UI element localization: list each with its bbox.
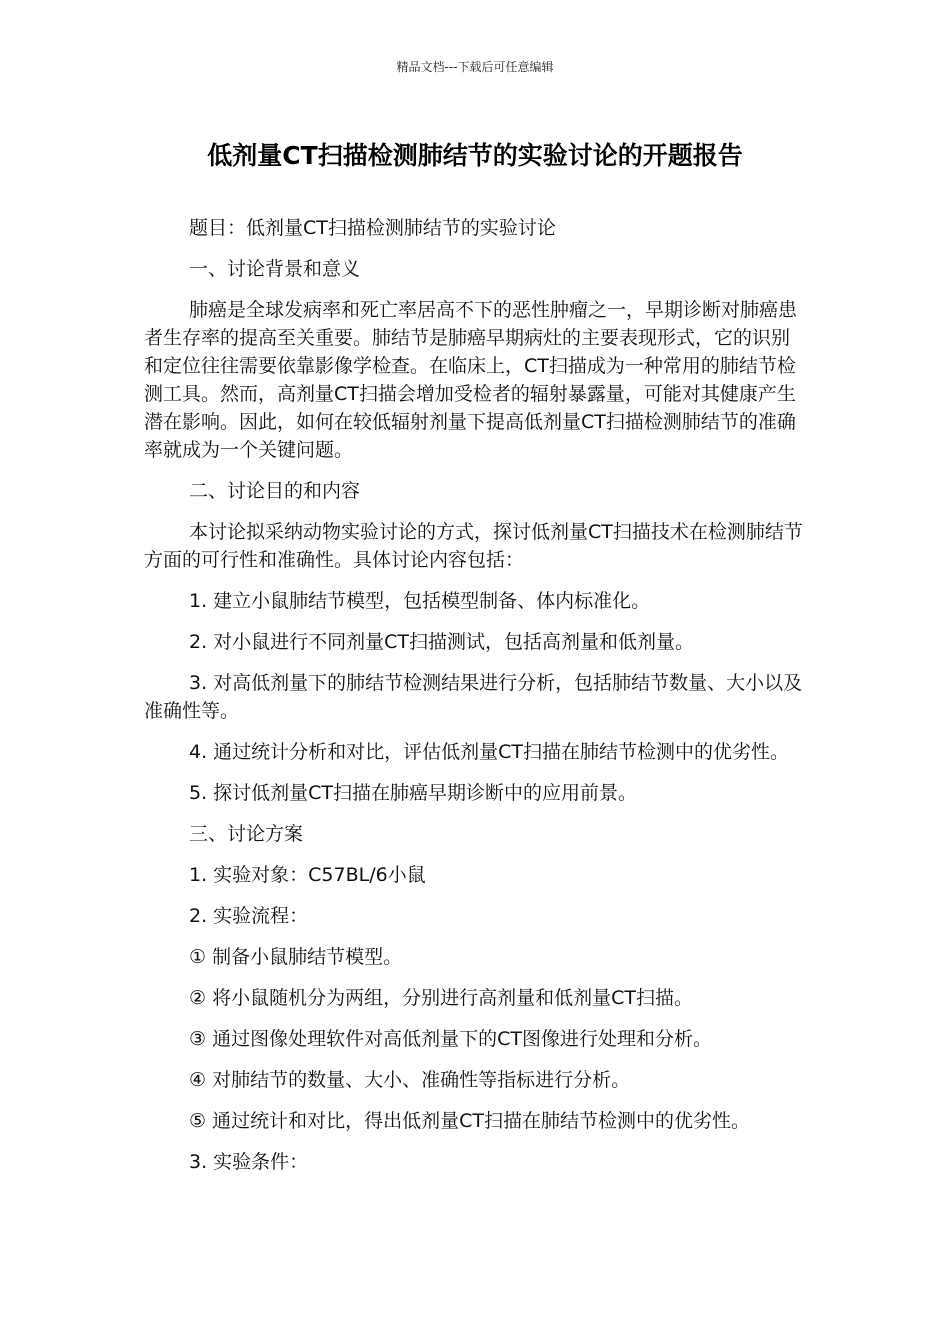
purpose-paragraph: 本讨论拟采纳动物实验讨论的方式，探讨低剂量CT扫描技术在检测肺结节方面的可行性和准确性。具体讨论内容包括： [144, 521, 803, 571]
content-item-4: 4. 通过统计分析和对比，评估低剂量CT扫描在肺结节检测中的优劣性。 [189, 741, 790, 763]
procedure-step-4: ④ 对肺结节的数量、大小、准确性等指标进行分析。 [189, 1069, 631, 1091]
section-heading-plan: 三、讨论方案 [189, 823, 304, 845]
procedure-step-3: ③ 通过图像处理软件对高低剂量下的CT图像进行处理和分析。 [189, 1028, 712, 1050]
plan-item-conditions: 3. 实验条件： [189, 1151, 309, 1173]
section-heading-background: 一、讨论背景和意义 [189, 258, 361, 280]
topic-line: 题目：低剂量CT扫描检测肺结节的实验讨论 [189, 217, 556, 239]
plan-item-procedure: 2. 实验流程： [189, 905, 309, 927]
procedure-step-5: ⑤ 通过统计和对比，得出低剂量CT扫描在肺结节检测中的优劣性。 [189, 1110, 750, 1132]
content-item-3: 3. 对高低剂量下的肺结节检测结果进行分析，包括肺结节数量、大小以及准确性等。 [144, 672, 803, 722]
procedure-step-1: ① 制备小鼠肺结节模型。 [189, 946, 403, 968]
content-item-5: 5. 探讨低剂量CT扫描在肺癌早期诊断中的应用前景。 [189, 782, 638, 804]
background-paragraph: 肺癌是全球发病率和死亡率居高不下的恶性肿瘤之一，早期诊断对肺癌患者生存率的提高至关重要。肺结节是肺癌早期病灶的主要表现形式，它的识别和定位往往需要依靠影像学检查。在临床上，CT扫描成为一种常用的肺结节检测工具。然而，高剂量CT扫描会增加受检者的辐射暴露量，可能对其健康产生潜在影响。因此，如何在较低辐射剂量下提高低剂量CT扫描检测肺结节的准确率就成为一个关键问题。 [144, 299, 798, 461]
page-header: 精品文档---下载后可任意编辑 [396, 60, 554, 74]
plan-item-subjects: 1. 实验对象：C57BL/6小鼠 [189, 864, 426, 886]
document-title: 低剂量CT扫描检测肺结节的实验讨论的开题报告 [207, 141, 743, 170]
procedure-step-2: ② 将小鼠随机分为两组，分别进行高剂量和低剂量CT扫描。 [189, 987, 693, 1009]
content-item-2: 2. 对小鼠进行不同剂量CT扫描测试，包括高剂量和低剂量。 [189, 631, 695, 653]
content-item-1: 1. 建立小鼠肺结节模型，包括模型制备、体内标准化。 [189, 590, 651, 612]
section-heading-purpose: 二、讨论目的和内容 [189, 480, 361, 502]
document-body [144, 214, 806, 1189]
